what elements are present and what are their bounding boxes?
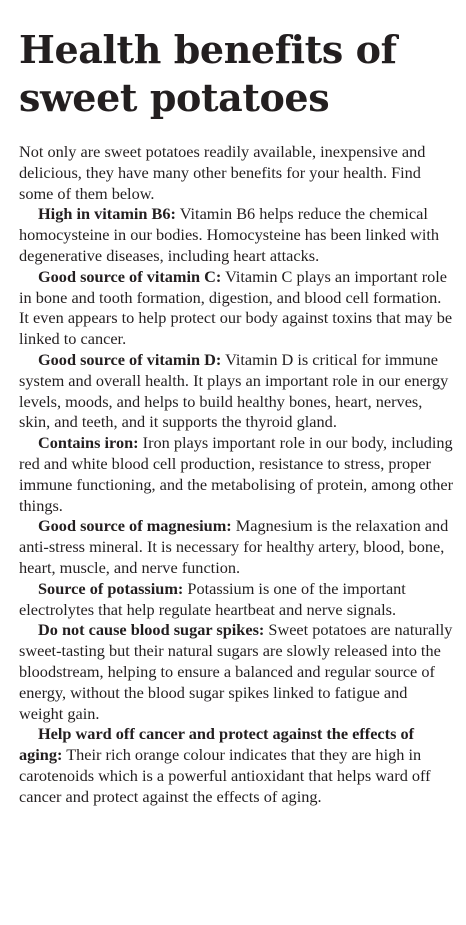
benefit-paragraph xyxy=(19,620,454,724)
benefit-paragraph xyxy=(19,204,454,266)
benefit-paragraph xyxy=(19,267,454,350)
article-intro: Not only are sweet potatoes readily available, inexpensive and delicious, they have many other benefits for your health. Find some of them below. xyxy=(19,142,426,203)
benefit-heading: Good source of magnesium: xyxy=(38,516,232,536)
benefit-paragraph xyxy=(19,433,454,516)
benefit-text: Sweet potatoes are naturally sweet-tasting but their natural sugars are slowly released into the bloodstream, helping to ensure a balanced and regular source of energy, without the blood sugar spikes linked to fatigue and weight gain. xyxy=(19,620,453,723)
benefit-paragraph xyxy=(19,724,454,807)
benefit-heading: Good source of vitamin C: xyxy=(38,266,222,286)
benefit-text: Vitamin B6 helps reduce the chemical homocysteine in our bodies. Homocysteine has been linked with degenerative diseases, including heart attacks. xyxy=(19,204,440,265)
benefit-text: Iron plays important role in our body, including red and white blood cell production, resistance to stress, proper immune functioning, and the metabolising of protein, among other things. xyxy=(19,433,454,515)
benefit-heading: Source of potassium: xyxy=(38,578,184,598)
benefit-paragraph xyxy=(19,350,454,433)
article-body xyxy=(19,142,454,808)
article-title: Health benefits of sweet potatoes xyxy=(19,27,397,120)
benefit-heading: Contains iron: xyxy=(38,433,139,453)
benefit-text: Potassium is one of the important electrolytes that help regulate heartbeat and nerve signals. xyxy=(19,578,406,619)
benefit-text: Magnesium is the relaxation and anti-stress mineral. It is necessary for healthy artery, blood, bone, heart, muscle, and nerve function. xyxy=(19,516,449,577)
benefit-text: Vitamin D is critical for immune system and overall health. It plays an important role in our energy levels, moods, and helps to build healthy bones, heart, nerves, skin, and teeth, and it supports the thyroid gland. xyxy=(19,349,449,432)
benefit-paragraph xyxy=(19,579,454,621)
benefit-heading: High in vitamin B6: xyxy=(38,204,176,224)
benefit-heading: Do not cause blood sugar spikes: xyxy=(38,620,265,640)
benefit-text: Their rich orange colour indicates that they are high in carotenoids which is a powerful antioxidant that helps ward off cancer and protect against the effects of aging. xyxy=(19,745,431,806)
benefit-paragraph xyxy=(19,516,454,578)
benefit-text: Vitamin C plays an important role in bone and tooth formation, digestion, and blood cell formation. It even appears to help protect our body against toxins that may be linked to cancer. xyxy=(19,266,453,349)
benefit-heading: Help ward off cancer and protect against the effects of aging: xyxy=(19,724,415,765)
benefit-heading: Good source of vitamin D: xyxy=(38,349,222,369)
